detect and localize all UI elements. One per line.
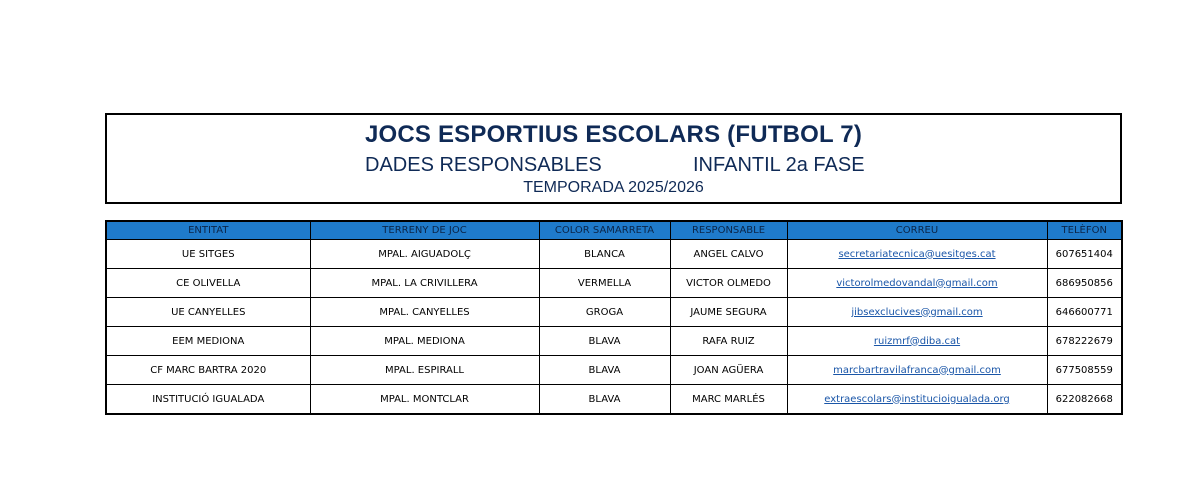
cell-color: BLAVA: [539, 356, 670, 385]
table-row: [106, 298, 1122, 327]
column-header-terreny: TERRENY DE JOC: [310, 221, 539, 240]
cell-telefon: 622082668: [1047, 385, 1122, 415]
cell-color: BLAVA: [539, 385, 670, 415]
cell-color: BLAVA: [539, 327, 670, 356]
cell-responsable: JOAN AGÜERA: [670, 356, 787, 385]
subtitle-category: INFANTIL 2a FASE: [693, 154, 865, 176]
cell-terreny: MPAL. LA CRIVILLERA: [310, 269, 539, 298]
email-link[interactable]: victorolmedovandal@gmail.com: [787, 269, 1047, 298]
season-label: TEMPORADA 2025/2026: [523, 179, 704, 196]
column-header-correu: CORREU: [787, 221, 1047, 240]
page-title: JOCS ESPORTIUS ESCOLARS (FUTBOL 7): [364, 121, 863, 148]
cell-entitat: UE CANYELLES: [106, 298, 310, 327]
table-row: [106, 356, 1122, 385]
cell-entitat: UE SITGES: [106, 240, 310, 269]
column-header-entitat: ENTITAT: [106, 221, 310, 240]
table-row: [106, 269, 1122, 298]
email-link[interactable]: secretariatecnica@uesitges.cat: [787, 240, 1047, 269]
cell-responsable: MARC MARLÉS: [670, 385, 787, 415]
table-row: [106, 327, 1122, 356]
cell-telefon: 646600771: [1047, 298, 1122, 327]
email-link[interactable]: ruizmrf@diba.cat: [787, 327, 1047, 356]
cell-telefon: 686950856: [1047, 269, 1122, 298]
email-link[interactable]: jibsexclucives@gmail.com: [787, 298, 1047, 327]
column-header-responsable: RESPONSABLE: [670, 221, 787, 240]
cell-entitat: EEM MEDIONA: [106, 327, 310, 356]
cell-color: GROGA: [539, 298, 670, 327]
cell-terreny: MPAL. CANYELLES: [310, 298, 539, 327]
cell-terreny: MPAL. ESPIRALL: [310, 356, 539, 385]
cell-telefon: 677508559: [1047, 356, 1122, 385]
column-header-color: COLOR SAMARRETA: [539, 221, 670, 240]
cell-telefon: 607651404: [1047, 240, 1122, 269]
cell-entitat: CE OLIVELLA: [106, 269, 310, 298]
table-row: [106, 240, 1122, 269]
cell-responsable: RAFA RUIZ: [670, 327, 787, 356]
column-header-telefon: TELÈFON: [1047, 221, 1122, 240]
cell-terreny: MPAL. MONTCLAR: [310, 385, 539, 415]
cell-responsable: ANGEL CALVO: [670, 240, 787, 269]
cell-terreny: MPAL. MEDIONA: [310, 327, 539, 356]
document-header: [105, 113, 1122, 204]
cell-responsable: JAUME SEGURA: [670, 298, 787, 327]
cell-telefon: 678222679: [1047, 327, 1122, 356]
cell-color: VERMELLA: [539, 269, 670, 298]
subtitle-data-responsables: DADES RESPONSABLES: [365, 154, 602, 176]
email-link[interactable]: extraescolars@institucioigualada.org: [787, 385, 1047, 415]
teams-table: [105, 220, 1123, 415]
cell-color: BLANCA: [539, 240, 670, 269]
cell-responsable: VICTOR OLMEDO: [670, 269, 787, 298]
email-link[interactable]: marcbartravilafranca@gmail.com: [787, 356, 1047, 385]
cell-entitat: CF MARC BARTRA 2020: [106, 356, 310, 385]
cell-terreny: MPAL. AIGUADOLÇ: [310, 240, 539, 269]
table-header-row: [106, 221, 1122, 240]
cell-entitat: INSTITUCIÓ IGUALADA: [106, 385, 310, 415]
table-row: [106, 385, 1122, 415]
